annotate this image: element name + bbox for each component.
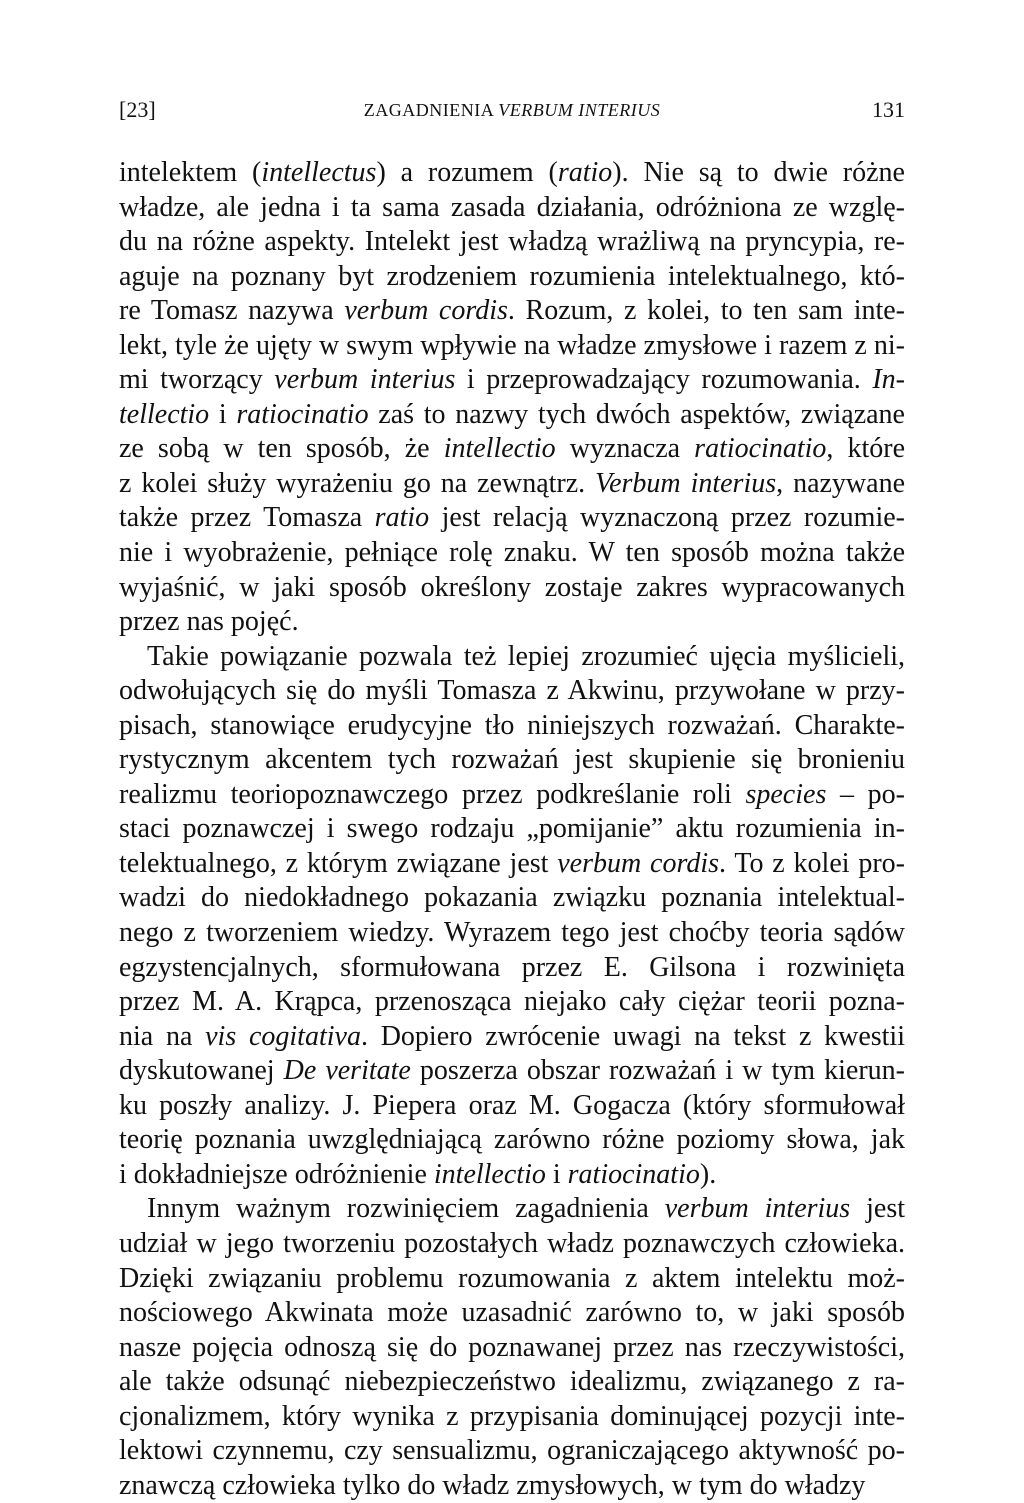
text-line (119, 191, 905, 226)
text-run: lektowi czynnemu, czy sensualizmu, ograniczającego aktywność po- (119, 1435, 905, 1467)
text-run: staci poznawczej i swego rodzaju „pomijanie” aktu rozumienia in- (119, 813, 905, 845)
text-run: aguje na poznany byt zrodzeniem rozumienia intelektualnego, któ- (119, 260, 905, 292)
italic-term: ratio (557, 157, 613, 188)
text-run: . Rozum, z kolei, to ten sam inte- (507, 295, 906, 327)
text-run: ale także odsunąć niebezpieczeństwo idealizmu, związanego z ra- (119, 1366, 905, 1398)
text-line (119, 156, 905, 191)
section-number: [23] (119, 97, 156, 122)
text-run: ). Nie są to dwie różne (612, 157, 905, 188)
text-run: i dokładniejsze odróżnienie (119, 1158, 434, 1190)
text-line (119, 951, 905, 986)
italic-term: intellectus (261, 157, 377, 188)
italic-term: De veritate (283, 1055, 411, 1087)
italic-term: ratiocinatio (694, 433, 827, 465)
text-run: ). (699, 1158, 717, 1190)
text-line (119, 501, 905, 536)
text-run: wadzi do niedokładnego pokazania związku poznania intelektual- (119, 882, 905, 914)
text-line (119, 1158, 905, 1193)
body-text (119, 156, 905, 1503)
text-line (119, 881, 905, 916)
italic-term: In- (872, 364, 905, 396)
text-run: pisach, stanowiące erudycyjne tło niniejszych rozważań. Charakte- (119, 709, 905, 741)
italic-term: verbum cordis (344, 295, 508, 327)
text-run: nie i wyobrażenie, pełniące rolę znaku. W ten sposób można także (119, 537, 905, 569)
text-line (119, 847, 905, 882)
text-run: ku poszły analizy. J. Piepera oraz M. Gogacza (który sformułował (119, 1089, 905, 1121)
text-run: teorię poznania uwzględniającą zarówno różne poziomy słowa, jak (119, 1124, 905, 1156)
text-line (119, 536, 905, 571)
text-line (119, 916, 905, 951)
text-run: i przeprowadzający rozumowania. (455, 364, 873, 396)
text-line (119, 812, 905, 847)
text-line (119, 571, 905, 606)
text-line (119, 709, 905, 744)
text-line (119, 1227, 905, 1262)
text-run: przez nas pojęć. (119, 606, 299, 638)
text-run: władze, ale jedna i ta sama zasada działania, odróżniona ze wzglę- (119, 191, 905, 223)
text-run: realizmu teoriopoznawczego przez podkreślanie roli (119, 778, 746, 810)
text-run: przez M. A. Krąpca, przenosząca niejako cały ciężar teorii pozna- (119, 986, 905, 1018)
text-run: re Tomasz nazywa (119, 295, 345, 327)
text-run: nasze pojęcia odnoszą się do poznawanej przez nas rzeczywistości, (119, 1331, 905, 1363)
text-run: rystycznym akcentem tych rozważań jest skupienie się bronieniu (119, 744, 905, 776)
text-line (119, 225, 905, 260)
italic-term: ratiocinatio (236, 398, 369, 430)
text-run: mi tworzący (119, 364, 275, 396)
text-run: wyjaśnić, w jaki sposób określony zostaje zakres wypracowanych (119, 571, 905, 603)
text-line (119, 1400, 905, 1435)
italic-term: ratiocinatio (567, 1158, 700, 1190)
text-line (119, 294, 905, 329)
running-title-italic: VERBUM INTERIUS (498, 100, 661, 120)
text-run: Dzięki związaniu problemu rozumowania z aktem intelektu moż- (119, 1262, 905, 1294)
text-line (119, 363, 905, 398)
text-run: zaś to nazwy tych dwóch aspektów, związane (368, 398, 905, 430)
text-run: nościowego Akwinata może uzasadnić zarówno to, w jaki sposób (119, 1297, 905, 1329)
text-line (119, 743, 905, 778)
text-run: i (209, 398, 237, 430)
italic-term: verbum interius (274, 364, 456, 396)
text-line (119, 1192, 905, 1227)
italic-term: intellectio (443, 433, 556, 465)
text-run: lekt, tyle że ujęty w swym wpływie na władze zmysłowe i razem z ni- (119, 329, 905, 361)
text-run: Innym ważnym rozwinięciem zagadnienia (147, 1193, 665, 1225)
text-run: z kolei służy wyrażeniu go na zewnątrz. (119, 467, 596, 499)
page-number: 131 (872, 97, 905, 122)
text-run: poszerza obszar rozważań i w tym kierun- (410, 1055, 905, 1087)
text-line (119, 1089, 905, 1124)
text-line (119, 1054, 905, 1089)
text-run: egzystencjalnych, sformułowana przez E. Gilsona i rozwinięta (119, 951, 905, 983)
text-run: intelektem ( (119, 157, 262, 188)
running-title (119, 94, 905, 126)
text-run: jest relacją wyznaczoną przez rozumie- (429, 502, 905, 534)
text-run: ze sobą w ten sposób, że (119, 433, 444, 465)
text-run: , które (826, 433, 906, 465)
text-run: nia na (119, 1020, 206, 1052)
text-run: odwołujących się do myśli Tomasza z Akwinu, przywołane w przy- (119, 675, 905, 707)
text-line (119, 1262, 905, 1297)
text-run: jest (850, 1193, 906, 1225)
text-line (119, 605, 905, 640)
text-run: znawczą człowieka tylko do władz zmysłowych, w tym do władzy (119, 1469, 866, 1501)
italic-term: verbum cordis (557, 847, 720, 879)
italic-term: verbum interius (664, 1193, 851, 1225)
text-line (119, 398, 905, 433)
italic-term: species (745, 778, 827, 810)
text-run: , nazywane (776, 467, 906, 499)
text-line (119, 1020, 905, 1055)
text-line (119, 1123, 905, 1158)
text-line (119, 985, 905, 1020)
text-line (119, 1331, 905, 1366)
text-run: . To z kolei pro- (719, 847, 905, 879)
text-run: ) a rozumem ( (376, 157, 558, 188)
text-run: i (545, 1158, 568, 1190)
text-line (119, 640, 905, 675)
running-title-prefix: ZAGADNIENIA (363, 100, 499, 120)
text-line (119, 432, 905, 467)
text-line (119, 1434, 905, 1469)
italic-term: intellectio (433, 1158, 546, 1190)
text-run: du na różne aspekty. Intelekt jest władzą wrażliwą na pryncypia, re- (119, 226, 905, 258)
text-run: dyskutowanej (119, 1055, 284, 1087)
text-run: także przez Tomasza (119, 502, 375, 534)
text-line (119, 260, 905, 295)
italic-term: vis cogitativa (205, 1020, 361, 1052)
text-run: cjonalizmem, który wynika z przypisania dominującej pozycji inte- (119, 1400, 905, 1432)
italic-term: tellectio (119, 398, 210, 430)
text-line (119, 674, 905, 709)
text-line (119, 467, 905, 502)
text-run: wyznacza (555, 433, 695, 465)
text-run: udział w jego tworzeniu pozostałych władz poznawczych człowieka. (119, 1227, 905, 1259)
text-run: nego z tworzeniem wiedzy. Wyrazem tego jest choćby teoria sądów (119, 917, 905, 949)
text-line (119, 329, 905, 364)
text-run: – po- (826, 778, 905, 810)
text-run: Takie powiązanie pozwala też lepiej zrozumieć ujęcia myślicieli, (147, 640, 905, 672)
running-head (119, 94, 905, 126)
text-line (119, 1296, 905, 1331)
italic-term: ratio (374, 502, 430, 534)
text-run: telektualnego, z którym związane jest (119, 847, 558, 879)
text-run: . Dopiero zwrócenie uwagi na tekst z kwestii (360, 1020, 905, 1052)
italic-term: Verbum interius (595, 467, 777, 499)
text-line (119, 1365, 905, 1400)
text-line (119, 778, 905, 813)
